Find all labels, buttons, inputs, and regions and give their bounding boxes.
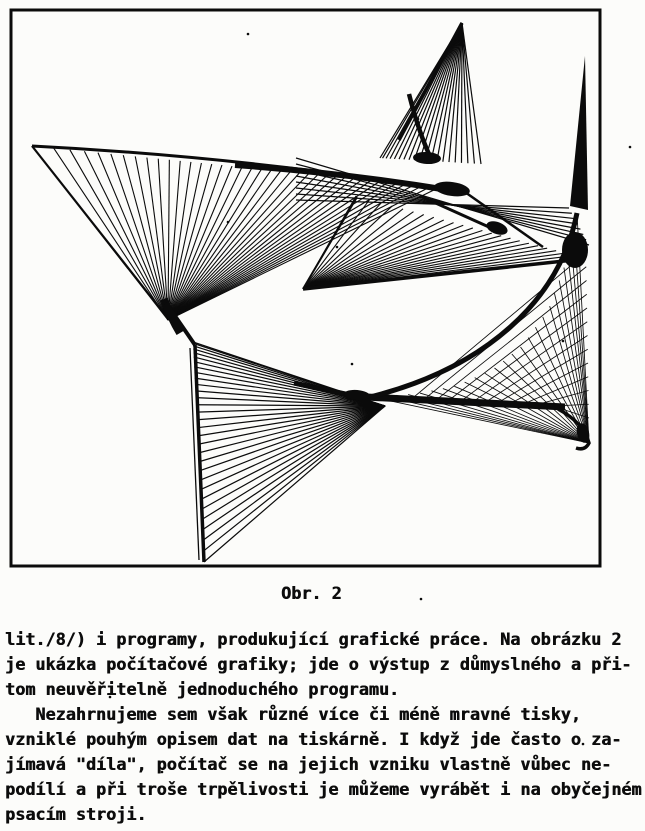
- text-line: psacím stroji.: [5, 804, 147, 824]
- text-line: jímavá "díla", počítač se na jejich vzniku vlastně vůbec ne-: [5, 754, 612, 774]
- figure-caption: Obr. 2: [281, 583, 342, 603]
- text-line: tom neuvěřitelně jednoduchého programu.: [5, 679, 400, 699]
- body-text: [5, 627, 642, 827]
- text-line: lit./8/) i programy, produkující grafické práce. Na obrázku 2: [5, 629, 622, 649]
- text-line: vzniklé pouhým opisem dat na tiskárně. I když jde často o za-: [5, 729, 622, 749]
- text-line: Nezahrnujeme sem však různé více či méně mravné tisky,: [5, 704, 581, 724]
- text-line: podílí a při troše trpělivosti je můžeme vyrábět i na obyčejném: [5, 779, 642, 799]
- text-line: je ukázka počítačové grafiky; jde o výstup z důmyslného a při-: [5, 654, 632, 674]
